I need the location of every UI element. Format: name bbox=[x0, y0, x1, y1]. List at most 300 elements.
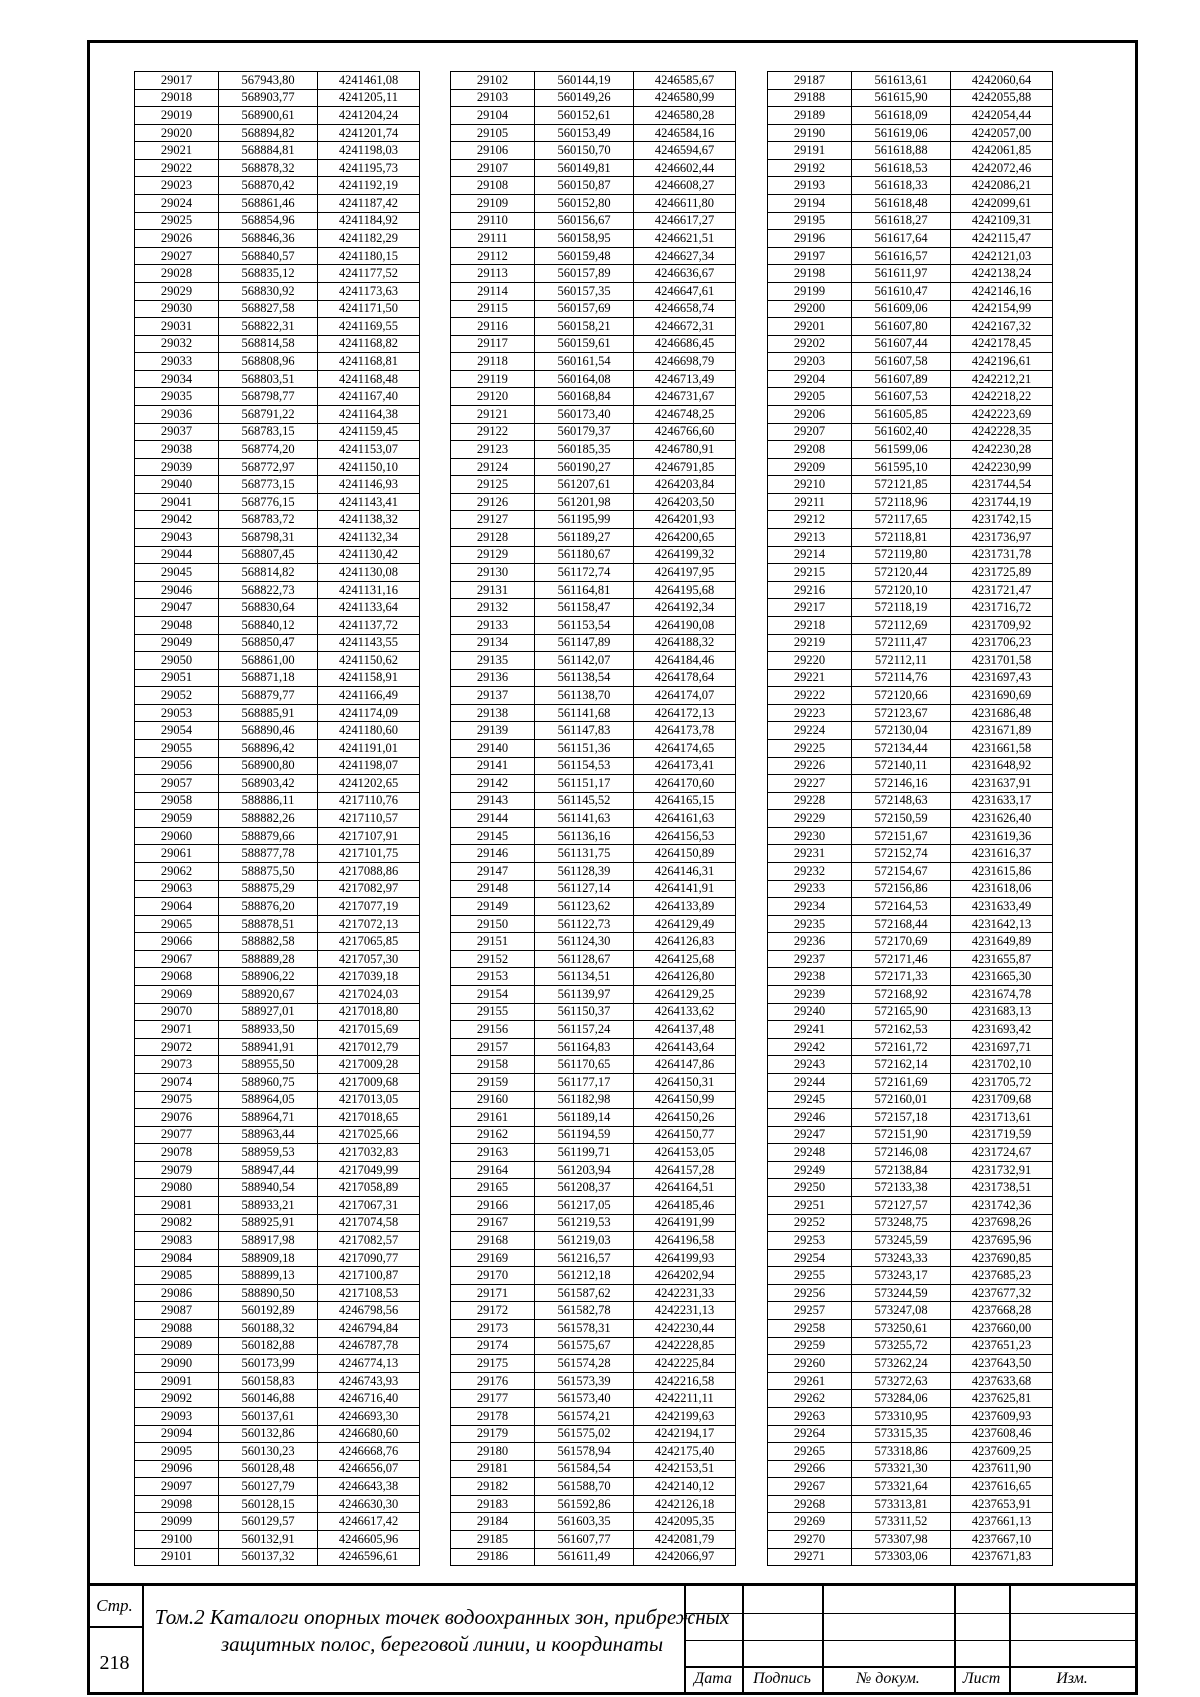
y-coordinate-cell: 4264174,65 bbox=[634, 739, 736, 757]
y-coordinate-cell: 4264143,64 bbox=[634, 1038, 736, 1056]
y-coordinate-cell: 4237668,28 bbox=[951, 1302, 1053, 1320]
point-number-cell: 29083 bbox=[135, 1232, 219, 1250]
x-coordinate-cell: 568861,46 bbox=[219, 195, 318, 213]
table-row bbox=[768, 1003, 1053, 1021]
y-coordinate-cell: 4231702,10 bbox=[951, 1056, 1053, 1074]
x-coordinate-cell: 588940,54 bbox=[219, 1179, 318, 1197]
point-number-cell: 29267 bbox=[768, 1478, 852, 1496]
x-coordinate-cell: 561153,54 bbox=[535, 616, 634, 634]
x-coordinate-cell: 561147,83 bbox=[535, 722, 634, 740]
point-number-cell: 29042 bbox=[135, 511, 219, 529]
x-coordinate-cell: 560150,87 bbox=[535, 177, 634, 195]
x-coordinate-cell: 572120,10 bbox=[852, 581, 951, 599]
y-coordinate-cell: 4237633,68 bbox=[951, 1372, 1053, 1390]
point-number-cell: 29082 bbox=[135, 1214, 219, 1232]
y-coordinate-cell: 4231697,71 bbox=[951, 1038, 1053, 1056]
y-coordinate-cell: 4237616,65 bbox=[951, 1478, 1053, 1496]
y-coordinate-cell: 4264188,32 bbox=[634, 634, 736, 652]
table-row bbox=[768, 880, 1053, 898]
y-coordinate-cell: 4241198,03 bbox=[318, 142, 420, 160]
y-coordinate-cell: 4237625,81 bbox=[951, 1390, 1053, 1408]
point-number-cell: 29178 bbox=[451, 1407, 535, 1425]
x-coordinate-cell: 561177,17 bbox=[535, 1073, 634, 1091]
x-coordinate-cell: 561154,53 bbox=[535, 757, 634, 775]
table-row bbox=[135, 581, 420, 599]
table-row bbox=[451, 810, 736, 828]
table-row bbox=[135, 634, 420, 652]
y-coordinate-cell: 4264173,41 bbox=[634, 757, 736, 775]
y-coordinate-cell: 4231690,69 bbox=[951, 687, 1053, 705]
table-row bbox=[768, 89, 1053, 107]
point-number-cell: 29199 bbox=[768, 282, 852, 300]
y-coordinate-cell: 4246617,27 bbox=[634, 212, 736, 230]
y-coordinate-cell: 4231701,58 bbox=[951, 652, 1053, 670]
y-coordinate-cell: 4237611,90 bbox=[951, 1460, 1053, 1478]
table-row bbox=[768, 265, 1053, 283]
table-row bbox=[135, 1284, 420, 1302]
y-coordinate-cell: 4237651,23 bbox=[951, 1337, 1053, 1355]
x-coordinate-cell: 573310,95 bbox=[852, 1407, 951, 1425]
table-row bbox=[451, 177, 736, 195]
table-row bbox=[451, 72, 736, 90]
point-number-cell: 29119 bbox=[451, 370, 535, 388]
x-coordinate-cell: 561618,27 bbox=[852, 212, 951, 230]
y-coordinate-cell: 4217024,03 bbox=[318, 986, 420, 1004]
y-coordinate-cell: 4231709,68 bbox=[951, 1091, 1053, 1109]
point-number-cell: 29191 bbox=[768, 142, 852, 160]
point-number-cell: 29111 bbox=[451, 230, 535, 248]
table-row bbox=[768, 827, 1053, 845]
y-coordinate-cell: 4231719,59 bbox=[951, 1126, 1053, 1144]
table-row bbox=[135, 1126, 420, 1144]
title-block bbox=[87, 1583, 1138, 1695]
point-number-cell: 29022 bbox=[135, 159, 219, 177]
point-number-cell: 29259 bbox=[768, 1337, 852, 1355]
y-coordinate-cell: 4246686,45 bbox=[634, 335, 736, 353]
x-coordinate-cell: 588917,98 bbox=[219, 1232, 318, 1250]
x-coordinate-cell: 561217,05 bbox=[535, 1197, 634, 1215]
table-row bbox=[451, 493, 736, 511]
point-number-cell: 29206 bbox=[768, 405, 852, 423]
x-coordinate-cell: 561574,28 bbox=[535, 1355, 634, 1373]
y-coordinate-cell: 4241184,92 bbox=[318, 212, 420, 230]
x-coordinate-cell: 561607,77 bbox=[535, 1530, 634, 1548]
x-coordinate-cell: 561618,88 bbox=[852, 142, 951, 160]
table-row bbox=[135, 370, 420, 388]
y-coordinate-cell: 4231725,89 bbox=[951, 564, 1053, 582]
x-coordinate-cell: 572112,11 bbox=[852, 652, 951, 670]
table-row bbox=[135, 335, 420, 353]
table-row bbox=[451, 1548, 736, 1566]
table-row bbox=[768, 247, 1053, 265]
x-coordinate-cell: 567943,80 bbox=[219, 72, 318, 90]
table-row bbox=[135, 1214, 420, 1232]
x-coordinate-cell: 588941,91 bbox=[219, 1038, 318, 1056]
point-number-cell: 29136 bbox=[451, 669, 535, 687]
y-coordinate-cell: 4246647,61 bbox=[634, 282, 736, 300]
x-coordinate-cell: 568840,12 bbox=[219, 616, 318, 634]
point-number-cell: 29170 bbox=[451, 1267, 535, 1285]
point-number-cell: 29029 bbox=[135, 282, 219, 300]
point-number-cell: 29099 bbox=[135, 1513, 219, 1531]
x-coordinate-cell: 568830,64 bbox=[219, 599, 318, 617]
x-coordinate-cell: 561607,58 bbox=[852, 353, 951, 371]
point-number-cell: 29152 bbox=[451, 950, 535, 968]
y-coordinate-cell: 4231706,23 bbox=[951, 634, 1053, 652]
point-number-cell: 29087 bbox=[135, 1302, 219, 1320]
x-coordinate-cell: 561182,98 bbox=[535, 1091, 634, 1109]
y-coordinate-cell: 4242212,21 bbox=[951, 370, 1053, 388]
y-coordinate-cell: 4217100,87 bbox=[318, 1267, 420, 1285]
table-row bbox=[451, 458, 736, 476]
point-number-cell: 29227 bbox=[768, 775, 852, 793]
point-number-cell: 29039 bbox=[135, 458, 219, 476]
y-coordinate-cell: 4264133,89 bbox=[634, 898, 736, 916]
y-coordinate-cell: 4231637,91 bbox=[951, 775, 1053, 793]
x-coordinate-cell: 573243,17 bbox=[852, 1267, 951, 1285]
table-row bbox=[768, 863, 1053, 881]
x-coordinate-cell: 588963,44 bbox=[219, 1126, 318, 1144]
point-number-cell: 29265 bbox=[768, 1443, 852, 1461]
table-row bbox=[135, 405, 420, 423]
y-coordinate-cell: 4241169,55 bbox=[318, 318, 420, 336]
x-coordinate-cell: 561607,80 bbox=[852, 318, 951, 336]
y-coordinate-cell: 4264199,32 bbox=[634, 546, 736, 564]
point-number-cell: 29211 bbox=[768, 493, 852, 511]
table-row bbox=[451, 704, 736, 722]
y-coordinate-cell: 4231686,48 bbox=[951, 704, 1053, 722]
x-coordinate-cell: 560157,35 bbox=[535, 282, 634, 300]
point-number-cell: 29019 bbox=[135, 107, 219, 125]
y-coordinate-cell: 4242167,32 bbox=[951, 318, 1053, 336]
point-number-cell: 29182 bbox=[451, 1478, 535, 1496]
x-coordinate-cell: 561131,75 bbox=[535, 845, 634, 863]
y-coordinate-cell: 4241143,41 bbox=[318, 493, 420, 511]
x-coordinate-cell: 568822,73 bbox=[219, 581, 318, 599]
point-number-cell: 29024 bbox=[135, 195, 219, 213]
table-row bbox=[451, 1214, 736, 1232]
point-number-cell: 29154 bbox=[451, 986, 535, 1004]
y-coordinate-cell: 4241174,09 bbox=[318, 704, 420, 722]
x-coordinate-cell: 561151,17 bbox=[535, 775, 634, 793]
table-row bbox=[451, 880, 736, 898]
x-coordinate-cell: 561610,47 bbox=[852, 282, 951, 300]
point-number-cell: 29047 bbox=[135, 599, 219, 617]
y-coordinate-cell: 4264125,68 bbox=[634, 950, 736, 968]
point-number-cell: 29214 bbox=[768, 546, 852, 564]
table-row bbox=[451, 423, 736, 441]
point-number-cell: 29215 bbox=[768, 564, 852, 582]
point-number-cell: 29049 bbox=[135, 634, 219, 652]
point-number-cell: 29190 bbox=[768, 124, 852, 142]
table-row bbox=[451, 1267, 736, 1285]
point-number-cell: 29208 bbox=[768, 441, 852, 459]
x-coordinate-cell: 560157,89 bbox=[535, 265, 634, 283]
y-coordinate-cell: 4241164,38 bbox=[318, 405, 420, 423]
point-number-cell: 29181 bbox=[451, 1460, 535, 1478]
y-coordinate-cell: 4241146,93 bbox=[318, 476, 420, 494]
point-number-cell: 29225 bbox=[768, 739, 852, 757]
table-row bbox=[768, 687, 1053, 705]
y-coordinate-cell: 4217072,13 bbox=[318, 915, 420, 933]
y-coordinate-cell: 4242218,22 bbox=[951, 388, 1053, 406]
point-number-cell: 29270 bbox=[768, 1530, 852, 1548]
y-coordinate-cell: 4231633,49 bbox=[951, 898, 1053, 916]
y-coordinate-cell: 4264129,49 bbox=[634, 915, 736, 933]
x-coordinate-cell: 573313,81 bbox=[852, 1495, 951, 1513]
table-row bbox=[135, 300, 420, 318]
table-row bbox=[451, 898, 736, 916]
point-number-cell: 29254 bbox=[768, 1249, 852, 1267]
x-coordinate-cell: 573284,06 bbox=[852, 1390, 951, 1408]
point-number-cell: 29065 bbox=[135, 915, 219, 933]
table-row bbox=[451, 212, 736, 230]
point-number-cell: 29069 bbox=[135, 986, 219, 1004]
x-coordinate-cell: 573247,08 bbox=[852, 1302, 951, 1320]
y-coordinate-cell: 4264164,51 bbox=[634, 1179, 736, 1197]
y-coordinate-cell: 4242121,03 bbox=[951, 247, 1053, 265]
table-row bbox=[451, 986, 736, 1004]
x-coordinate-cell: 560149,26 bbox=[535, 89, 634, 107]
point-number-cell: 29218 bbox=[768, 616, 852, 634]
x-coordinate-cell: 588875,29 bbox=[219, 880, 318, 898]
table-row bbox=[451, 1197, 736, 1215]
point-number-cell: 29256 bbox=[768, 1284, 852, 1302]
table-row bbox=[451, 511, 736, 529]
point-number-cell: 29160 bbox=[451, 1091, 535, 1109]
point-number-cell: 29073 bbox=[135, 1056, 219, 1074]
x-coordinate-cell: 588882,26 bbox=[219, 810, 318, 828]
x-coordinate-cell: 561122,73 bbox=[535, 915, 634, 933]
table-row bbox=[451, 599, 736, 617]
point-number-cell: 29080 bbox=[135, 1179, 219, 1197]
point-number-cell: 29101 bbox=[135, 1548, 219, 1566]
point-number-cell: 29232 bbox=[768, 863, 852, 881]
table-row bbox=[768, 669, 1053, 687]
table-row bbox=[768, 458, 1053, 476]
y-coordinate-cell: 4264150,26 bbox=[634, 1109, 736, 1127]
point-number-cell: 29143 bbox=[451, 792, 535, 810]
point-number-cell: 29031 bbox=[135, 318, 219, 336]
table-row bbox=[768, 1460, 1053, 1478]
x-coordinate-cell: 560152,61 bbox=[535, 107, 634, 125]
table-row bbox=[135, 687, 420, 705]
point-number-cell: 29175 bbox=[451, 1355, 535, 1373]
x-coordinate-cell: 561575,67 bbox=[535, 1337, 634, 1355]
point-number-cell: 29081 bbox=[135, 1197, 219, 1215]
point-number-cell: 29124 bbox=[451, 458, 535, 476]
y-coordinate-cell: 4231618,06 bbox=[951, 880, 1053, 898]
y-coordinate-cell: 4237643,50 bbox=[951, 1355, 1053, 1373]
x-coordinate-cell: 560159,48 bbox=[535, 247, 634, 265]
x-coordinate-cell: 561199,71 bbox=[535, 1144, 634, 1162]
x-coordinate-cell: 568871,18 bbox=[219, 669, 318, 687]
x-coordinate-cell: 560137,61 bbox=[219, 1407, 318, 1425]
point-number-cell: 29192 bbox=[768, 159, 852, 177]
y-coordinate-cell: 4217108,53 bbox=[318, 1284, 420, 1302]
x-coordinate-cell: 568890,46 bbox=[219, 722, 318, 740]
y-coordinate-cell: 4246794,84 bbox=[318, 1320, 420, 1338]
table-row bbox=[451, 1038, 736, 1056]
table-row bbox=[768, 476, 1053, 494]
x-coordinate-cell: 560158,95 bbox=[535, 230, 634, 248]
table-row bbox=[135, 282, 420, 300]
point-number-cell: 29067 bbox=[135, 950, 219, 968]
table-row bbox=[135, 1109, 420, 1127]
point-number-cell: 29060 bbox=[135, 827, 219, 845]
y-coordinate-cell: 4264165,15 bbox=[634, 792, 736, 810]
table-row bbox=[451, 1425, 736, 1443]
point-number-cell: 29127 bbox=[451, 511, 535, 529]
table-row bbox=[135, 1372, 420, 1390]
table-row bbox=[135, 1021, 420, 1039]
table-row bbox=[135, 722, 420, 740]
y-coordinate-cell: 4242072,46 bbox=[951, 159, 1053, 177]
table-row bbox=[768, 423, 1053, 441]
point-number-cell: 29158 bbox=[451, 1056, 535, 1074]
table-row bbox=[768, 634, 1053, 652]
table-row bbox=[451, 89, 736, 107]
y-coordinate-cell: 4231742,15 bbox=[951, 511, 1053, 529]
point-number-cell: 29103 bbox=[451, 89, 535, 107]
table-row bbox=[768, 652, 1053, 670]
table-row bbox=[768, 599, 1053, 617]
table-row bbox=[451, 792, 736, 810]
table-row bbox=[135, 1144, 420, 1162]
x-coordinate-cell: 572130,04 bbox=[852, 722, 951, 740]
table-row bbox=[768, 1530, 1053, 1548]
point-number-cell: 29164 bbox=[451, 1161, 535, 1179]
table-row bbox=[451, 142, 736, 160]
table-row bbox=[768, 775, 1053, 793]
table-row bbox=[768, 405, 1053, 423]
y-coordinate-cell: 4242178,45 bbox=[951, 335, 1053, 353]
x-coordinate-cell: 561158,47 bbox=[535, 599, 634, 617]
table-row bbox=[135, 388, 420, 406]
x-coordinate-cell: 572171,46 bbox=[852, 950, 951, 968]
y-coordinate-cell: 4242199,63 bbox=[634, 1407, 736, 1425]
table-row bbox=[135, 1197, 420, 1215]
y-coordinate-cell: 4241150,10 bbox=[318, 458, 420, 476]
y-coordinate-cell: 4241150,62 bbox=[318, 652, 420, 670]
point-number-cell: 29258 bbox=[768, 1320, 852, 1338]
table-row bbox=[451, 1126, 736, 1144]
point-number-cell: 29184 bbox=[451, 1513, 535, 1531]
y-coordinate-cell: 4241168,48 bbox=[318, 370, 420, 388]
point-number-cell: 29241 bbox=[768, 1021, 852, 1039]
point-number-cell: 29151 bbox=[451, 933, 535, 951]
table-row bbox=[451, 265, 736, 283]
point-number-cell: 29240 bbox=[768, 1003, 852, 1021]
point-number-cell: 29114 bbox=[451, 282, 535, 300]
x-coordinate-cell: 588877,78 bbox=[219, 845, 318, 863]
point-number-cell: 29113 bbox=[451, 265, 535, 283]
point-number-cell: 29149 bbox=[451, 898, 535, 916]
point-number-cell: 29062 bbox=[135, 863, 219, 881]
y-coordinate-cell: 4246774,13 bbox=[318, 1355, 420, 1373]
y-coordinate-cell: 4231655,87 bbox=[951, 950, 1053, 968]
point-number-cell: 29268 bbox=[768, 1495, 852, 1513]
x-coordinate-cell: 572157,18 bbox=[852, 1109, 951, 1127]
table-row bbox=[768, 546, 1053, 564]
x-coordinate-cell: 561219,53 bbox=[535, 1214, 634, 1232]
x-coordinate-cell: 560129,57 bbox=[219, 1513, 318, 1531]
point-number-cell: 29261 bbox=[768, 1372, 852, 1390]
point-number-cell: 29106 bbox=[451, 142, 535, 160]
stamp-column-doc-number: № докум. bbox=[856, 1670, 920, 1687]
y-coordinate-cell: 4242228,35 bbox=[951, 423, 1053, 441]
y-coordinate-cell: 4241198,07 bbox=[318, 757, 420, 775]
x-coordinate-cell: 588933,21 bbox=[219, 1197, 318, 1215]
table-row bbox=[451, 1021, 736, 1039]
y-coordinate-cell: 4246602,44 bbox=[634, 159, 736, 177]
y-coordinate-cell: 4264137,48 bbox=[634, 1021, 736, 1039]
x-coordinate-cell: 572127,57 bbox=[852, 1197, 951, 1215]
table-row bbox=[135, 423, 420, 441]
table-row bbox=[451, 863, 736, 881]
y-coordinate-cell: 4246611,80 bbox=[634, 195, 736, 213]
y-coordinate-cell: 4264190,08 bbox=[634, 616, 736, 634]
point-number-cell: 29086 bbox=[135, 1284, 219, 1302]
point-number-cell: 29096 bbox=[135, 1460, 219, 1478]
y-coordinate-cell: 4246766,60 bbox=[634, 423, 736, 441]
table-row bbox=[768, 1513, 1053, 1531]
y-coordinate-cell: 4246713,49 bbox=[634, 370, 736, 388]
table-row bbox=[768, 915, 1053, 933]
table-row bbox=[451, 1249, 736, 1267]
y-coordinate-cell: 4264172,13 bbox=[634, 704, 736, 722]
x-coordinate-cell: 561219,03 bbox=[535, 1232, 634, 1250]
table-row bbox=[135, 968, 420, 986]
point-number-cell: 29123 bbox=[451, 441, 535, 459]
x-coordinate-cell: 572152,74 bbox=[852, 845, 951, 863]
table-row bbox=[768, 704, 1053, 722]
point-number-cell: 29243 bbox=[768, 1056, 852, 1074]
y-coordinate-cell: 4231716,72 bbox=[951, 599, 1053, 617]
point-number-cell: 29171 bbox=[451, 1284, 535, 1302]
y-coordinate-cell: 4231736,97 bbox=[951, 529, 1053, 547]
point-number-cell: 29239 bbox=[768, 986, 852, 1004]
x-coordinate-cell: 572119,80 bbox=[852, 546, 951, 564]
table-row bbox=[451, 722, 736, 740]
point-number-cell: 29132 bbox=[451, 599, 535, 617]
table-row bbox=[451, 388, 736, 406]
page-label: Стр. bbox=[96, 1596, 133, 1615]
point-number-cell: 29071 bbox=[135, 1021, 219, 1039]
x-coordinate-cell: 572151,90 bbox=[852, 1126, 951, 1144]
y-coordinate-cell: 4217074,58 bbox=[318, 1214, 420, 1232]
table-row bbox=[768, 757, 1053, 775]
table-row bbox=[135, 845, 420, 863]
x-coordinate-cell: 572162,14 bbox=[852, 1056, 951, 1074]
x-coordinate-cell: 561574,21 bbox=[535, 1407, 634, 1425]
y-coordinate-cell: 4246585,67 bbox=[634, 72, 736, 90]
y-coordinate-cell: 4242230,28 bbox=[951, 441, 1053, 459]
point-number-cell: 29246 bbox=[768, 1109, 852, 1127]
y-coordinate-cell: 4264157,28 bbox=[634, 1161, 736, 1179]
point-number-cell: 29166 bbox=[451, 1197, 535, 1215]
point-number-cell: 29059 bbox=[135, 810, 219, 828]
table-row bbox=[135, 810, 420, 828]
y-coordinate-cell: 4264156,53 bbox=[634, 827, 736, 845]
table-row bbox=[451, 318, 736, 336]
point-number-cell: 29051 bbox=[135, 669, 219, 687]
x-coordinate-cell: 561603,35 bbox=[535, 1513, 634, 1531]
point-number-cell: 29183 bbox=[451, 1495, 535, 1513]
x-coordinate-cell: 568854,96 bbox=[219, 212, 318, 230]
table-row bbox=[135, 880, 420, 898]
x-coordinate-cell: 573321,30 bbox=[852, 1460, 951, 1478]
